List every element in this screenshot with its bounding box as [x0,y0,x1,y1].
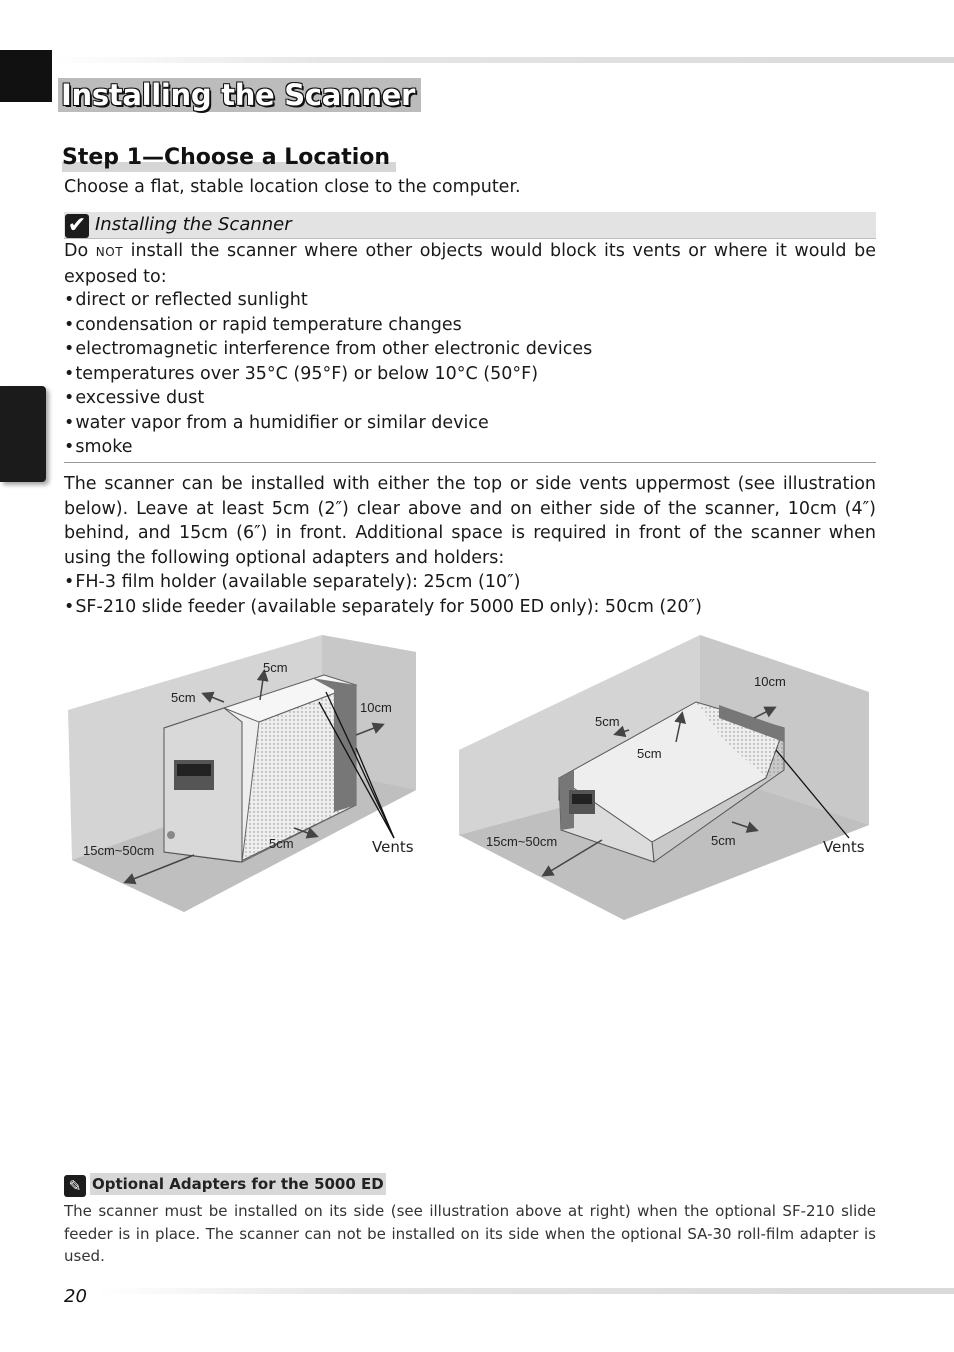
body-paragraph: The scanner can be installed with either the top or side vents uppermost (see illustration below). Leave at least 5cm (2″) clear above and on either side of the scanner, 10cm (4″) behind, and 15cm (6″) in front. Additional space is required in front of the scanner when using the following optional adapters and holders: [64,474,876,568]
top-rule [52,57,954,63]
list-item: • excessive dust [64,386,592,411]
label-right-back: 10cm [754,674,786,689]
page-title: Installing the Scanner [58,78,421,112]
label-left-side: 5cm [171,690,196,705]
label-right-top: 5cm [637,746,662,761]
list-item: • water vapor from a humidifier or similar device [64,411,592,436]
list-item: • condensation or rapid temperature changes [64,313,592,338]
corner-marker [0,50,52,102]
label-right-vents: Vents [823,838,865,856]
label-left-top: 5cm [263,660,288,675]
label-right-bottom: 5cm [711,833,736,848]
caution-header [64,212,876,239]
pencil-note-icon: ✎ [64,1175,86,1197]
note-title: Optional Adapters for the 5000 ED [92,1175,384,1193]
label-right-side: 5cm [595,714,620,729]
list-item: • FH-3 film holder (available separately): 25cm (10″) [64,570,702,595]
caution-lead-do: Do [64,241,89,261]
upright-scanner-scene [68,635,416,912]
note-body: The scanner must be installed on its side (see illustration above at right) when the optional SF-210 slide feeder is in place. The scanner can not be installed on its side when the optional SA-30 roll-film adapter is used. [64,1202,876,1265]
label-left-front: 15cm~50cm [83,843,155,858]
caution-divider [64,462,876,463]
page-number: 20 [64,1286,87,1307]
section-tab [0,386,46,482]
list-item: • temperatures over 35°C (95°F) or below 10°C (50°F) [64,362,592,387]
list-item: • SF-210 slide feeder (available separately for 5000 ED only): 50cm (20″) [64,595,702,620]
checkmark-icon: ✔ [65,214,89,238]
list-item: • electromagnetic interference from other electronic devices [64,337,592,362]
list-item: • direct or reflected sunlight [64,288,592,313]
label-left-back: 10cm [360,700,392,715]
caution-title: Installing the Scanner [95,214,292,235]
label-left-vents: Vents [372,838,414,856]
bottom-rule [96,1288,954,1294]
step-title: Step 1—Choose a Location [62,145,396,172]
step-intro: Choose a flat, stable location close to the computer. [64,177,521,197]
label-right-front: 15cm~50cm [486,834,558,849]
caution-lead-rest: install the scanner where other objects would block its vents or where it would be exposed to: [64,241,876,287]
list-item: • smoke [64,435,592,460]
adapter-space-list [64,570,702,619]
caution-lead [64,239,876,289]
side-scanner-scene [459,635,869,920]
installation-clearance-illustration [64,630,884,930]
label-left-bottom: 5cm [269,836,294,851]
caution-list [64,288,592,460]
caution-lead-not: NOT [95,245,124,259]
